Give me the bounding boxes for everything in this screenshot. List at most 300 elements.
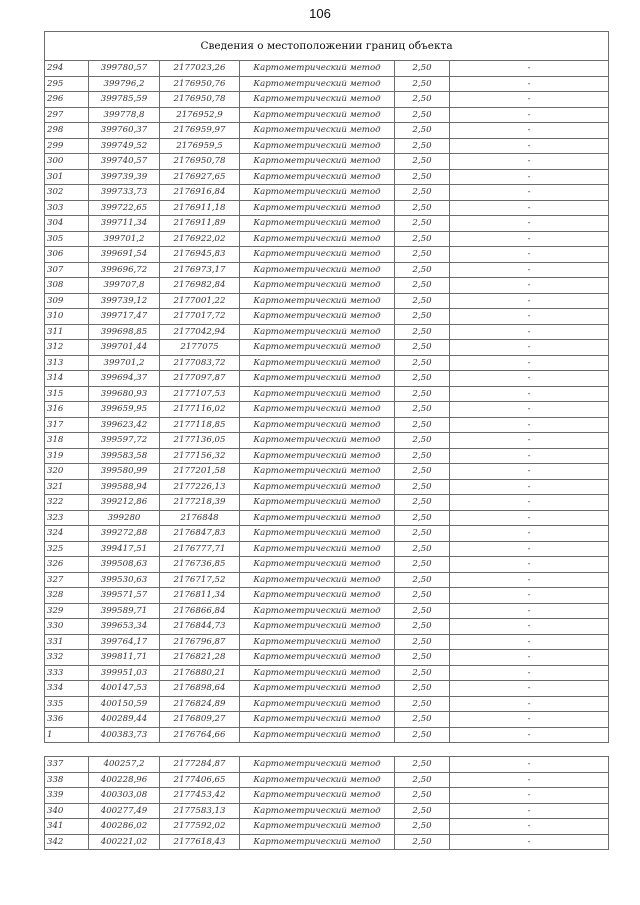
accuracy: 2,50 [395, 433, 450, 449]
point-description: - [450, 603, 609, 619]
point-description: - [450, 107, 609, 123]
determination-method: Картометрический метод [240, 803, 395, 819]
coordinate-x: 399749,52 [89, 138, 160, 154]
point-description: - [450, 402, 609, 418]
point-number: 312 [45, 340, 89, 356]
determination-method: Картометрический метод [240, 309, 395, 325]
determination-method: Картометрический метод [240, 541, 395, 557]
accuracy: 2,50 [395, 216, 450, 232]
coordinate-y: 2176866,84 [160, 603, 240, 619]
coordinate-x: 399589,71 [89, 603, 160, 619]
point-number: 310 [45, 309, 89, 325]
point-description: - [450, 588, 609, 604]
point-description: - [450, 433, 609, 449]
determination-method: Картометрический метод [240, 138, 395, 154]
table-row [45, 231, 609, 247]
table-row [45, 650, 609, 666]
table-row [45, 448, 609, 464]
coordinate-y: 2177583,13 [160, 803, 240, 819]
coordinate-y: 2176717,52 [160, 572, 240, 588]
table-row [45, 92, 609, 108]
accuracy: 2,50 [395, 819, 450, 835]
determination-method: Картометрический метод [240, 526, 395, 542]
determination-method: Картометрический метод [240, 200, 395, 216]
table-row [45, 293, 609, 309]
point-number: 294 [45, 61, 89, 77]
point-description: - [450, 772, 609, 788]
coordinate-y: 2176898,64 [160, 681, 240, 697]
table-row [45, 123, 609, 139]
point-description: - [450, 834, 609, 850]
coordinate-y: 2176959,97 [160, 123, 240, 139]
coordinate-y: 2176950,76 [160, 76, 240, 92]
coordinate-x: 400277,49 [89, 803, 160, 819]
accuracy: 2,50 [395, 324, 450, 340]
point-number: 313 [45, 355, 89, 371]
table-row [45, 262, 609, 278]
coordinate-y: 2176973,17 [160, 262, 240, 278]
accuracy: 2,50 [395, 572, 450, 588]
table-row [45, 757, 609, 773]
table-row [45, 634, 609, 650]
point-description: - [450, 727, 609, 743]
determination-method: Картометрический метод [240, 92, 395, 108]
coordinate-x: 399785,59 [89, 92, 160, 108]
point-number: 329 [45, 603, 89, 619]
point-number: 318 [45, 433, 89, 449]
coordinate-x: 400286,02 [89, 819, 160, 835]
table-row [45, 619, 609, 635]
coordinate-y: 2177083,72 [160, 355, 240, 371]
point-number: 332 [45, 650, 89, 666]
coordinate-x: 399580,99 [89, 464, 160, 480]
coordinate-x: 399588,94 [89, 479, 160, 495]
point-number: 328 [45, 588, 89, 604]
point-description: - [450, 355, 609, 371]
point-number: 296 [45, 92, 89, 108]
accuracy: 2,50 [395, 138, 450, 154]
determination-method: Картометрический метод [240, 464, 395, 480]
point-number: 338 [45, 772, 89, 788]
point-description: - [450, 293, 609, 309]
point-number: 317 [45, 417, 89, 433]
table-row [45, 386, 609, 402]
determination-method: Картометрический метод [240, 386, 395, 402]
determination-method: Картометрический метод [240, 355, 395, 371]
determination-method: Картометрический метод [240, 433, 395, 449]
coordinate-y: 2176950,78 [160, 92, 240, 108]
table-row [45, 681, 609, 697]
determination-method: Картометрический метод [240, 572, 395, 588]
determination-method: Картометрический метод [240, 819, 395, 835]
coordinate-x: 399717,47 [89, 309, 160, 325]
coordinate-x: 399508,63 [89, 557, 160, 573]
coordinate-y: 2177592,02 [160, 819, 240, 835]
point-description: - [450, 448, 609, 464]
point-number: 331 [45, 634, 89, 650]
coordinate-x: 399764,17 [89, 634, 160, 650]
point-number: 326 [45, 557, 89, 573]
point-description: - [450, 76, 609, 92]
determination-method: Картометрический метод [240, 634, 395, 650]
table-row [45, 169, 609, 185]
point-description: - [450, 541, 609, 557]
coordinate-y: 2176911,89 [160, 216, 240, 232]
coordinate-x: 400228,96 [89, 772, 160, 788]
determination-method: Картометрический метод [240, 619, 395, 635]
table-row [45, 278, 609, 294]
determination-method: Картометрический метод [240, 650, 395, 666]
point-number: 299 [45, 138, 89, 154]
coordinate-y: 2177017,72 [160, 309, 240, 325]
point-number: 300 [45, 154, 89, 170]
point-number: 333 [45, 665, 89, 681]
table-row [45, 495, 609, 511]
point-description: - [450, 340, 609, 356]
coordinate-y: 2177156,32 [160, 448, 240, 464]
accuracy: 2,50 [395, 727, 450, 743]
coordinate-x: 399707,8 [89, 278, 160, 294]
determination-method: Картометрический метод [240, 402, 395, 418]
determination-method: Картометрический метод [240, 495, 395, 511]
determination-method: Картометрический метод [240, 123, 395, 139]
point-number: 308 [45, 278, 89, 294]
accuracy: 2,50 [395, 278, 450, 294]
determination-method: Картометрический метод [240, 712, 395, 728]
accuracy: 2,50 [395, 247, 450, 263]
determination-method: Картометрический метод [240, 340, 395, 356]
point-description: - [450, 200, 609, 216]
point-description: - [450, 510, 609, 526]
coordinate-y: 2176824,89 [160, 696, 240, 712]
point-number: 314 [45, 371, 89, 387]
point-description: - [450, 154, 609, 170]
table-row [45, 510, 609, 526]
point-number: 340 [45, 803, 89, 819]
accuracy: 2,50 [395, 448, 450, 464]
accuracy: 2,50 [395, 200, 450, 216]
accuracy: 2,50 [395, 107, 450, 123]
determination-method: Картометрический метод [240, 757, 395, 773]
table-row [45, 464, 609, 480]
coordinate-x: 399212,86 [89, 495, 160, 511]
accuracy: 2,50 [395, 464, 450, 480]
accuracy: 2,50 [395, 293, 450, 309]
point-number: 339 [45, 788, 89, 804]
coordinate-x: 399272,88 [89, 526, 160, 542]
determination-method: Картометрический метод [240, 588, 395, 604]
accuracy: 2,50 [395, 712, 450, 728]
coordinate-y: 2176880,21 [160, 665, 240, 681]
determination-method: Картометрический метод [240, 772, 395, 788]
coordinate-x: 399778,8 [89, 107, 160, 123]
coordinate-x: 400150,59 [89, 696, 160, 712]
accuracy: 2,50 [395, 231, 450, 247]
point-description: - [450, 324, 609, 340]
determination-method: Картометрический метод [240, 231, 395, 247]
coordinate-y: 2176848 [160, 510, 240, 526]
accuracy: 2,50 [395, 479, 450, 495]
table-title-row [45, 32, 609, 61]
table-row [45, 712, 609, 728]
point-number: 309 [45, 293, 89, 309]
point-description: - [450, 650, 609, 666]
point-description: - [450, 526, 609, 542]
table-row [45, 541, 609, 557]
accuracy: 2,50 [395, 154, 450, 170]
table-row [45, 588, 609, 604]
point-description: - [450, 495, 609, 511]
point-number: 342 [45, 834, 89, 850]
determination-method: Картометрический метод [240, 727, 395, 743]
point-description: - [450, 169, 609, 185]
determination-method: Картометрический метод [240, 665, 395, 681]
point-description: - [450, 123, 609, 139]
point-number: 321 [45, 479, 89, 495]
point-number: 334 [45, 681, 89, 697]
accuracy: 2,50 [395, 495, 450, 511]
determination-method: Картометрический метод [240, 557, 395, 573]
coordinate-x: 399691,54 [89, 247, 160, 263]
table-row [45, 572, 609, 588]
separator-cell [45, 743, 609, 757]
coordinate-y: 2177406,65 [160, 772, 240, 788]
point-description: - [450, 61, 609, 77]
point-description: - [450, 557, 609, 573]
coordinate-y: 2176844,73 [160, 619, 240, 635]
coordinate-y: 2176809,27 [160, 712, 240, 728]
accuracy: 2,50 [395, 650, 450, 666]
table-row [45, 355, 609, 371]
coordinate-y: 2176796,87 [160, 634, 240, 650]
determination-method: Картометрический метод [240, 788, 395, 804]
point-description: - [450, 696, 609, 712]
point-number: 341 [45, 819, 89, 835]
point-description: - [450, 386, 609, 402]
coordinate-y: 2177075 [160, 340, 240, 356]
table-row [45, 603, 609, 619]
table-row [45, 433, 609, 449]
table-row [45, 819, 609, 835]
determination-method: Картометрический метод [240, 293, 395, 309]
accuracy: 2,50 [395, 541, 450, 557]
point-number: 330 [45, 619, 89, 635]
coordinate-x: 399739,12 [89, 293, 160, 309]
point-number: 303 [45, 200, 89, 216]
accuracy: 2,50 [395, 665, 450, 681]
point-number: 1 [45, 727, 89, 743]
coordinate-x: 399653,34 [89, 619, 160, 635]
determination-method: Картометрический метод [240, 107, 395, 123]
coordinate-x: 399733,73 [89, 185, 160, 201]
point-number: 319 [45, 448, 89, 464]
coordinate-x: 399811,71 [89, 650, 160, 666]
point-number: 304 [45, 216, 89, 232]
point-number: 301 [45, 169, 89, 185]
point-description: - [450, 803, 609, 819]
coordinate-x: 399760,37 [89, 123, 160, 139]
coordinate-y: 2177201,58 [160, 464, 240, 480]
coordinate-x: 400289,44 [89, 712, 160, 728]
table-row [45, 216, 609, 232]
point-description: - [450, 464, 609, 480]
table-row [45, 665, 609, 681]
determination-method: Картометрический метод [240, 262, 395, 278]
coordinate-y: 2176927,65 [160, 169, 240, 185]
coordinate-y: 2176982,84 [160, 278, 240, 294]
accuracy: 2,50 [395, 788, 450, 804]
coordinate-x: 399417,51 [89, 541, 160, 557]
determination-method: Картометрический метод [240, 278, 395, 294]
point-number: 306 [45, 247, 89, 263]
determination-method: Картометрический метод [240, 371, 395, 387]
accuracy: 2,50 [395, 557, 450, 573]
accuracy: 2,50 [395, 355, 450, 371]
table-row [45, 107, 609, 123]
table-row [45, 803, 609, 819]
table-row [45, 696, 609, 712]
accuracy: 2,50 [395, 169, 450, 185]
table-row [45, 200, 609, 216]
determination-method: Картометрический метод [240, 603, 395, 619]
coordinate-x: 399659,95 [89, 402, 160, 418]
table-row [45, 154, 609, 170]
coordinate-x: 399739,39 [89, 169, 160, 185]
coordinate-y: 2176764,66 [160, 727, 240, 743]
point-number: 305 [45, 231, 89, 247]
point-number: 302 [45, 185, 89, 201]
determination-method: Картометрический метод [240, 510, 395, 526]
table-row [45, 834, 609, 850]
point-description: - [450, 634, 609, 650]
block-separator [45, 743, 609, 757]
accuracy: 2,50 [395, 402, 450, 418]
accuracy: 2,50 [395, 634, 450, 650]
point-number: 324 [45, 526, 89, 542]
coordinate-y: 2176821,28 [160, 650, 240, 666]
table-row [45, 324, 609, 340]
point-number: 295 [45, 76, 89, 92]
point-description: - [450, 185, 609, 201]
table-row [45, 557, 609, 573]
point-description: - [450, 788, 609, 804]
point-number: 325 [45, 541, 89, 557]
point-description: - [450, 665, 609, 681]
coordinate-y: 2176945,83 [160, 247, 240, 263]
table-row [45, 479, 609, 495]
point-description: - [450, 231, 609, 247]
coordinate-y: 2177023,26 [160, 61, 240, 77]
determination-method: Картометрический метод [240, 417, 395, 433]
coordinate-x: 399583,58 [89, 448, 160, 464]
point-number: 336 [45, 712, 89, 728]
point-number: 323 [45, 510, 89, 526]
table-row [45, 788, 609, 804]
point-description: - [450, 712, 609, 728]
determination-method: Картометрический метод [240, 247, 395, 263]
coordinate-x: 399701,2 [89, 355, 160, 371]
accuracy: 2,50 [395, 76, 450, 92]
coordinate-x: 399796,2 [89, 76, 160, 92]
determination-method: Картометрический метод [240, 479, 395, 495]
table-row [45, 76, 609, 92]
table-row [45, 247, 609, 263]
point-number: 298 [45, 123, 89, 139]
coordinate-x: 399951,03 [89, 665, 160, 681]
accuracy: 2,50 [395, 185, 450, 201]
table-row [45, 309, 609, 325]
coordinate-y: 2176911,18 [160, 200, 240, 216]
coordinate-x: 399280 [89, 510, 160, 526]
accuracy: 2,50 [395, 757, 450, 773]
point-number: 322 [45, 495, 89, 511]
coordinate-x: 399696,72 [89, 262, 160, 278]
coordinate-x: 399711,34 [89, 216, 160, 232]
determination-method: Картометрический метод [240, 169, 395, 185]
coordinate-y: 2177618,43 [160, 834, 240, 850]
coordinate-x: 399694,37 [89, 371, 160, 387]
determination-method: Картометрический метод [240, 681, 395, 697]
coordinate-y: 2176952,9 [160, 107, 240, 123]
point-description: - [450, 681, 609, 697]
determination-method: Картометрический метод [240, 154, 395, 170]
point-description: - [450, 819, 609, 835]
coordinate-x: 399680,93 [89, 386, 160, 402]
coordinate-y: 2176811,34 [160, 588, 240, 604]
point-number: 337 [45, 757, 89, 773]
coordinate-y: 2177453,42 [160, 788, 240, 804]
point-number: 320 [45, 464, 89, 480]
table-row [45, 727, 609, 743]
point-number: 335 [45, 696, 89, 712]
coordinate-y: 2177118,85 [160, 417, 240, 433]
coordinate-y: 2177001,22 [160, 293, 240, 309]
coordinate-y: 2176736,85 [160, 557, 240, 573]
accuracy: 2,50 [395, 834, 450, 850]
coordinate-x: 399530,63 [89, 572, 160, 588]
coordinate-y: 2177218,39 [160, 495, 240, 511]
coordinate-x: 399698,85 [89, 324, 160, 340]
determination-method: Картометрический метод [240, 834, 395, 850]
coordinate-y: 2177097,87 [160, 371, 240, 387]
coordinate-y: 2176950,78 [160, 154, 240, 170]
coordinate-y: 2176916,84 [160, 185, 240, 201]
accuracy: 2,50 [395, 340, 450, 356]
coordinate-x: 399597,72 [89, 433, 160, 449]
coordinate-x: 400221,02 [89, 834, 160, 850]
determination-method: Картометрический метод [240, 216, 395, 232]
point-description: - [450, 417, 609, 433]
point-description: - [450, 138, 609, 154]
determination-method: Картометрический метод [240, 185, 395, 201]
coordinate-x: 400147,53 [89, 681, 160, 697]
point-description: - [450, 216, 609, 232]
point-description: - [450, 619, 609, 635]
table-row [45, 61, 609, 77]
accuracy: 2,50 [395, 417, 450, 433]
point-description: - [450, 92, 609, 108]
point-number: 316 [45, 402, 89, 418]
point-description: - [450, 309, 609, 325]
coordinate-y: 2177042,94 [160, 324, 240, 340]
coordinate-x: 399571,57 [89, 588, 160, 604]
table-row [45, 526, 609, 542]
coordinate-y: 2176777,71 [160, 541, 240, 557]
coordinate-y: 2177136,05 [160, 433, 240, 449]
accuracy: 2,50 [395, 510, 450, 526]
accuracy: 2,50 [395, 371, 450, 387]
accuracy: 2,50 [395, 92, 450, 108]
